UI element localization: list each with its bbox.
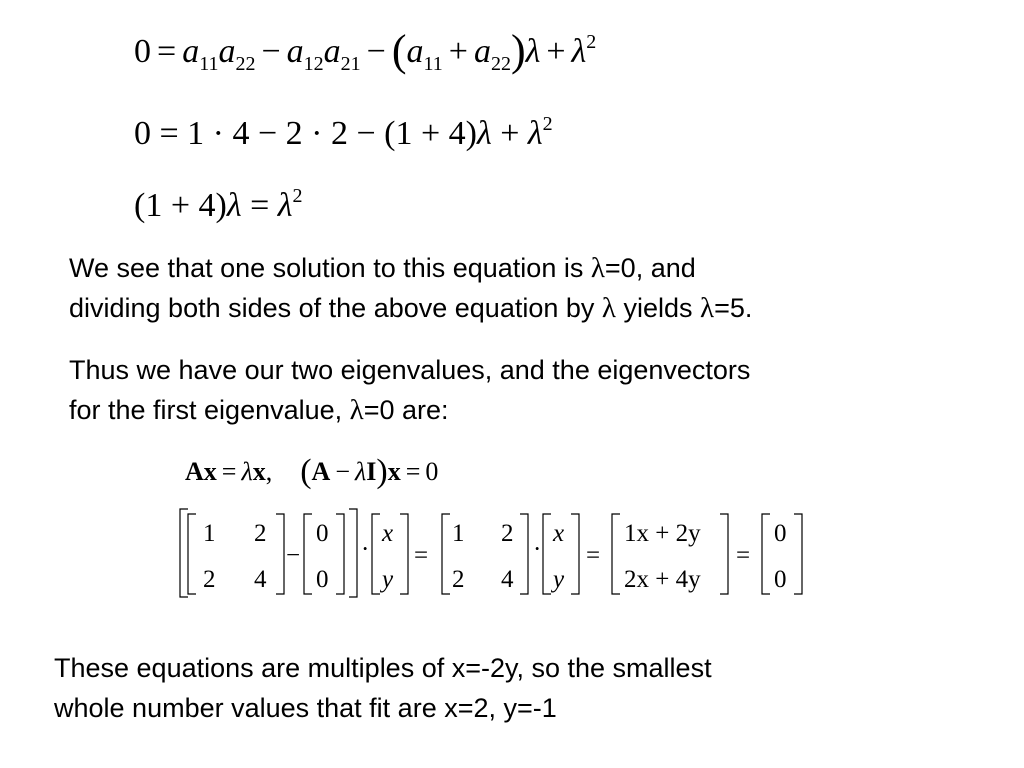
p1-text-e: =5. [714, 293, 753, 323]
eq4-lambda: λ [241, 457, 253, 486]
eq4-x2: x [387, 457, 401, 486]
eq3-text-a: (1 + 4) [134, 187, 227, 224]
eigenvector-equation: Ax = λx, (A − λI)x = 0 [185, 453, 439, 490]
matrix-equals-2: = [586, 542, 601, 569]
eq1-exponent: 2 [586, 31, 597, 53]
eq1-a11-sub: 11 [199, 53, 219, 75]
matrix-a2-12: 2 [501, 520, 514, 547]
eq1-a11: a [182, 33, 200, 70]
outer-right-bracket [349, 509, 357, 597]
eq3-lambda-sq: λ [277, 187, 293, 224]
eq4-A: A [311, 457, 331, 486]
vector-2-y: y [553, 566, 565, 593]
eq1-a11b: a [406, 33, 424, 70]
result-right-bracket [720, 514, 728, 594]
eq1-a22b-sub: 22 [490, 53, 511, 75]
conclusion-paragraph [54, 648, 712, 728]
lambda-i-right-bracket [336, 514, 344, 594]
eq1-a12: a [286, 33, 304, 70]
eq4-comma: , [265, 457, 273, 486]
p1-text-a: We see that one solution to this equation is [69, 253, 591, 283]
vector-2-x: x [553, 520, 565, 547]
vector-1-x: x [382, 520, 394, 547]
matrix-a2-left-bracket [442, 514, 450, 594]
outer-left-bracket [180, 509, 188, 597]
lambda-i-left-bracket [304, 514, 312, 594]
matrix-minus: − [286, 542, 301, 569]
matrix-a-right-bracket [276, 514, 284, 594]
eq2-lambda-sq: λ [527, 115, 543, 152]
eq3-exponent: 2 [292, 185, 303, 207]
vector-1-left-bracket [372, 514, 380, 594]
lambda-i-top: 0 [316, 520, 329, 547]
conclusion-line-1: These equations are multiples of x=-2y, so the smallest [54, 653, 712, 683]
vector-1-right-bracket [400, 514, 408, 594]
matrix-dot-1: · [361, 536, 370, 563]
lambda-i-bottom: 0 [316, 566, 329, 593]
eq1-a21-sub: 21 [340, 53, 361, 75]
eq1-a12-sub: 12 [303, 53, 324, 75]
characteristic-equation-general: $0 = a_{11}a_{22} - a_{12}a_{21} - (a_{11} + a_{22})\lambda + \lambda^2$ [134, 26, 597, 75]
eq4-minus: − [335, 457, 350, 486]
eq2-text-b: + [491, 115, 528, 152]
p1-text-c: dividing both sides of the above equation by [69, 293, 602, 323]
zero-left-bracket [762, 514, 770, 594]
matrix-a-left-bracket [188, 514, 196, 594]
matrix-equals-3: = [736, 542, 751, 569]
p1-text-b: =0, and [604, 253, 696, 283]
matrix-a-12: 2 [254, 520, 267, 547]
result-bottom: 2x + 4y [624, 566, 701, 593]
zero-bottom: 0 [774, 566, 787, 593]
eq4-equals-2: = [405, 457, 421, 486]
vector-1-y: y [382, 566, 394, 593]
eq4-x: x [252, 457, 266, 486]
p2-text-b: =0 are: [363, 395, 449, 425]
p2-text-a: for the first eigenvalue, [69, 395, 350, 425]
eq2-exponent: 2 [542, 113, 553, 135]
eq1-a22: a [218, 33, 236, 70]
result-left-bracket [612, 514, 620, 594]
p1-lambda-2: λ [601, 292, 616, 324]
p1-lambda-3: λ [700, 292, 715, 324]
p1-lambda-1: λ [590, 252, 605, 284]
result-top: 1x + 2y [624, 520, 701, 547]
matrix-a-21: 2 [203, 566, 216, 593]
eq2-text-a: 0 = 1 · 4 − 2 · 2 − (1 + 4) [134, 115, 477, 152]
vector-2-left-bracket [543, 514, 551, 594]
matrix-a-11: 1 [203, 520, 216, 547]
eq1-a11b-sub: 11 [423, 53, 443, 75]
matrix-a-22: 4 [254, 566, 267, 593]
eq2-lambda: λ [477, 115, 492, 152]
eq1-a22-sub: 22 [235, 53, 256, 75]
eq4-Ax: Ax [185, 457, 217, 486]
matrix-equals-1: = [414, 542, 429, 569]
eigen-line-1: Thus we have our two eigenvalues, and the eigenvectors [69, 355, 751, 385]
p2-lambda: λ [349, 394, 364, 426]
matrix-dot-2: · [533, 536, 542, 563]
matrix-a2-11: 1 [452, 520, 465, 547]
matrix-a2-22: 4 [501, 566, 514, 593]
eq4-I: I [366, 457, 377, 486]
vector-2-right-bracket [571, 514, 579, 594]
eq1-lambda: λ [525, 33, 541, 70]
eq4-equals-1: = [221, 457, 237, 486]
zero-top: 0 [774, 520, 787, 547]
eq4-zero: 0 [425, 457, 439, 486]
eq1-lambda-sq: λ [571, 33, 587, 70]
conclusion-line-2: whole number values that fit are x=2, y=-1 [54, 693, 557, 723]
matrix-a2-right-bracket [520, 514, 528, 594]
eq1-a22b: a [473, 33, 491, 70]
zero-right-bracket [794, 514, 802, 594]
eq1-lhs: 0 [134, 33, 151, 70]
eq3-lambda: λ [226, 187, 242, 224]
matrix-a2-21: 2 [452, 566, 465, 593]
p1-text-d: yields [615, 293, 700, 323]
eq3-text-b: = [241, 187, 278, 224]
eq4-lambda-2: λ [355, 457, 367, 486]
eq1-a21: a [323, 33, 341, 70]
